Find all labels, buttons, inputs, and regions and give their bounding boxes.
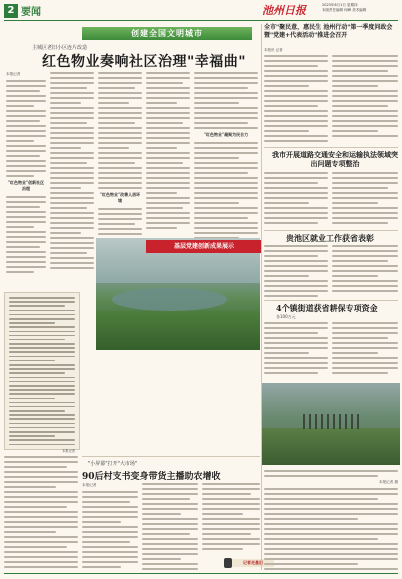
article2-kicker: "小屏幕"打开"大市场"	[88, 461, 138, 467]
footer-rule	[4, 573, 398, 574]
right-article1-col2	[332, 55, 398, 145]
article2-column-3	[202, 483, 260, 555]
lead-subhead-2: "红色物业"改善人居环境	[99, 192, 141, 203]
right-photo-credit: 本报记者 摄	[378, 480, 398, 484]
lead-column-4	[146, 72, 190, 238]
article2-column-2	[142, 483, 198, 571]
lead-column-2	[50, 72, 94, 284]
masthead	[0, 0, 402, 22]
reporter-icon	[224, 558, 232, 568]
lead-subhead-1: "红色物业"创新社区治理	[7, 180, 45, 191]
divider	[264, 300, 398, 301]
header-rule	[4, 20, 398, 21]
campaign-banner: 创建全国文明城市	[82, 27, 252, 40]
date-line: 2023年6月1日 星期四	[322, 3, 358, 7]
newspaper-logo: 池州日报	[262, 4, 306, 17]
right-subhead-4: 各100万元	[276, 314, 296, 319]
right-article1-col1	[264, 55, 328, 145]
lead-headline: 红色物业奏响社区治理"幸福曲"	[42, 54, 247, 70]
article2-headline: 90后村支书变身带货主播助农增收	[82, 472, 221, 482]
column-rule	[261, 24, 262, 570]
right-article2-col1	[264, 172, 328, 228]
lead-byline: 本报记者	[6, 72, 21, 76]
right-headline-4: 4个镇街道获省耕保专项资金	[276, 303, 378, 313]
right-article4-col2	[332, 322, 398, 380]
article2-column-1	[82, 483, 138, 571]
reporter-badge: 记者走基层	[232, 559, 274, 567]
lead-photo-caption: 基层党建创新成果展示	[146, 240, 262, 253]
lead-column-5	[194, 72, 258, 238]
right-photo	[262, 383, 400, 465]
lead-photo	[96, 238, 260, 350]
sidebar-footer: 本报记者	[62, 448, 75, 453]
editor-line: 本版责任编辑 何峰 美术编辑	[322, 8, 367, 12]
right-headline-1: 全市"聚民意，惠民生 池州行动"第一季度问政会暨"党建+代表活动"推进会召开	[264, 24, 393, 39]
right-headline-2: 我市开展道路交通安全和运输执法领域突出问题专项整治	[272, 150, 398, 168]
right-article2-col2	[332, 172, 398, 228]
right-bottom-text	[264, 470, 398, 570]
divider	[264, 147, 398, 148]
lead-kicker: 主城区老旧小区连片改造	[32, 45, 88, 51]
lead-subhead-3: "红色物业"凝聚为民合力	[203, 132, 249, 137]
right-byline-1: 本报讯 记者	[264, 48, 283, 52]
divider	[82, 456, 260, 457]
lead-column-3	[98, 72, 142, 238]
lead-sidebar	[4, 292, 80, 453]
lead-column-1	[6, 72, 46, 284]
page-number: 2	[4, 4, 18, 18]
divider	[264, 230, 398, 231]
right-headline-3: 贵池区就业工作获省表彰	[286, 233, 374, 243]
right-article3-col2	[332, 245, 398, 299]
article2-byline: 本报记者	[82, 483, 97, 487]
right-article4-col1	[264, 322, 328, 380]
section-name: 要闻	[21, 7, 41, 18]
header-date	[322, 3, 398, 13]
bottom-left-column	[4, 456, 78, 571]
right-article3-col1	[264, 245, 328, 299]
